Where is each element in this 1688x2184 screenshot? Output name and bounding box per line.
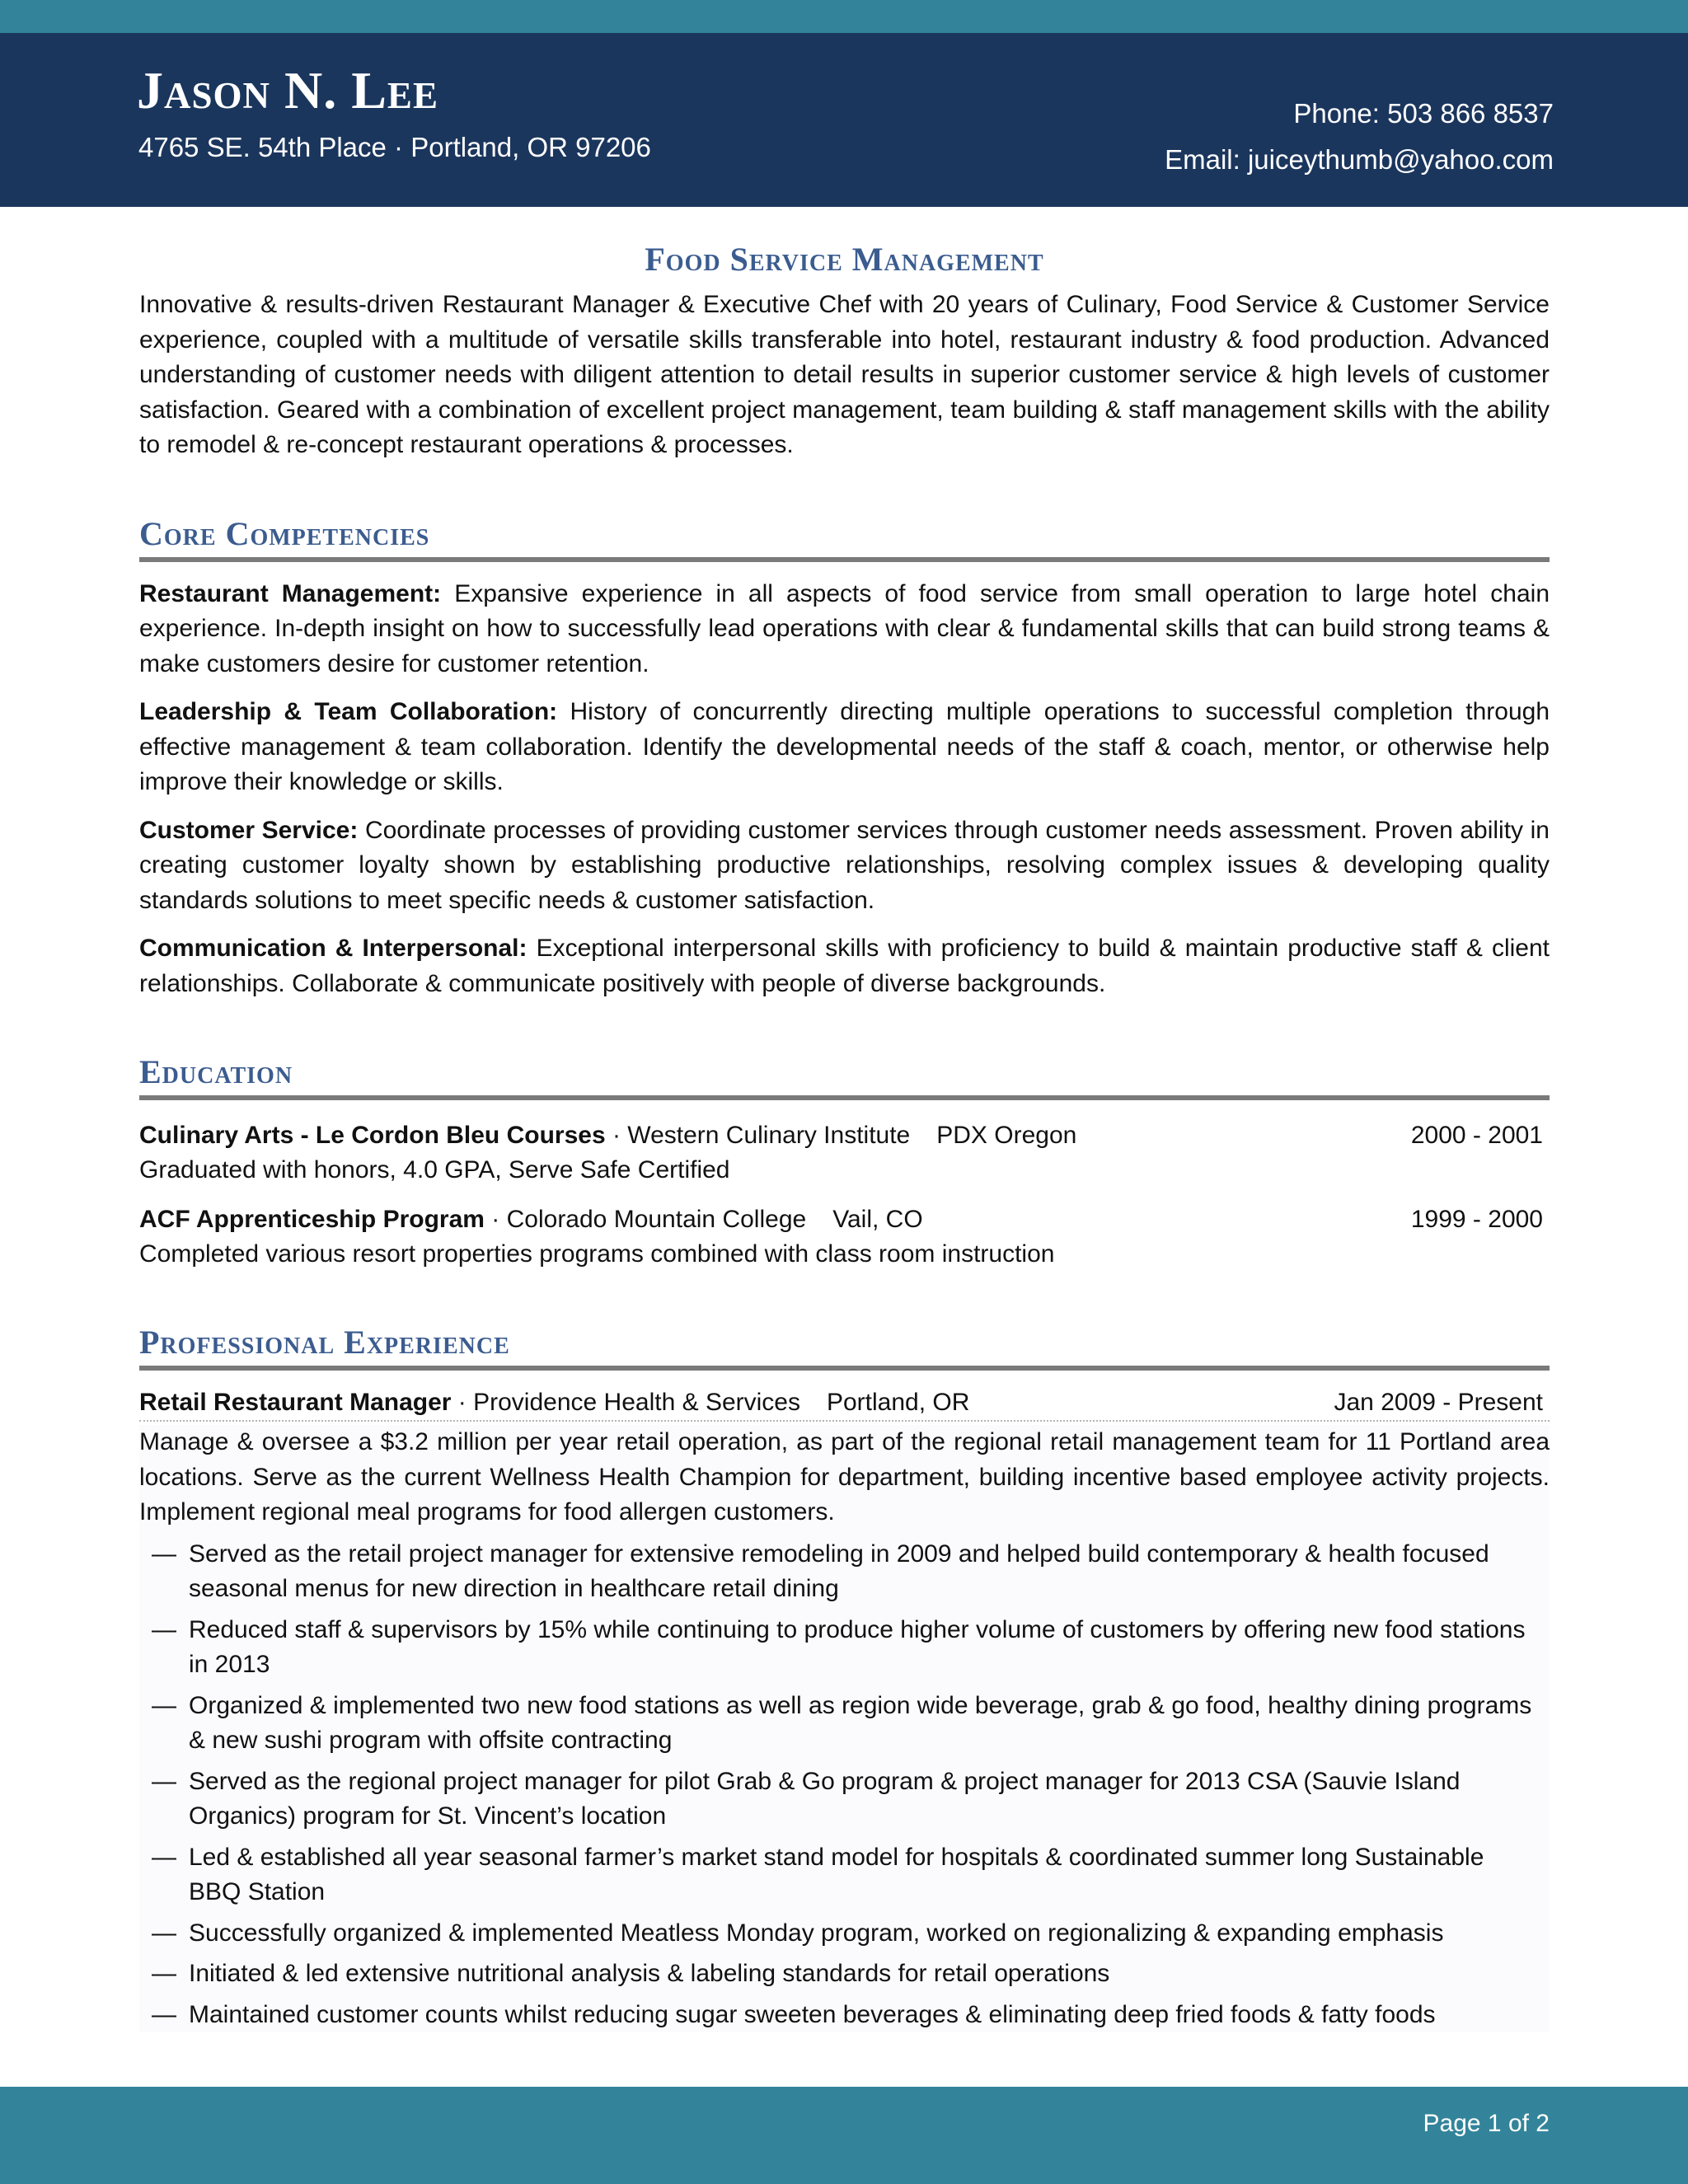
resume-header — [0, 33, 1688, 207]
competency-item — [139, 931, 1550, 1001]
competency-title: Customer Service: — [139, 816, 359, 844]
job-location: Portland, OR — [826, 1389, 970, 1416]
education-entry — [139, 1118, 1550, 1188]
list-item: — Successfully organized & implemented Meatless Monday program, worked on regionalizing & expanding emphasis — [139, 1916, 1550, 1952]
core-competencies-heading: Core Competencies — [139, 514, 1550, 562]
dash-bullet: — — [152, 1615, 176, 1643]
list-item: — Organized & implemented two new food stations as well as region wide beverage, grab & go food, healthy dining programs & new sushi program with offsite contracting — [139, 1689, 1550, 1759]
institution-name: · Western Culinary Institute — [612, 1122, 911, 1149]
resume-body — [139, 240, 1550, 2038]
footer-bar — [0, 2087, 1688, 2184]
job-role: Retail Restaurant Manager — [139, 1389, 452, 1416]
education-location: Vail, CO — [832, 1206, 923, 1233]
phone-number: Phone: 503 866 8537 — [1293, 98, 1554, 129]
program-name: Culinary Arts - Le Cordon Bleu Courses — [139, 1122, 606, 1149]
page-number: Page 1 of 2 — [1423, 2110, 1550, 2137]
competency-title: Communication & Interpersonal: — [139, 935, 528, 962]
candidate-address: 4765 SE. 54th Place · Portland, OR 97206 — [138, 132, 651, 162]
dash-bullet: — — [152, 1843, 176, 1871]
competency-item — [139, 813, 1550, 919]
contact-info — [1165, 91, 1554, 183]
education-dates: 1999 - 2000 — [1410, 1206, 1543, 1233]
top-accent-bar — [0, 0, 1688, 33]
list-item: — Served as the regional project manager for pilot Grab & Go program & project manager for 2013 CSA (Sauvie Island Organics) program for St. Vincent’s location — [139, 1765, 1550, 1835]
list-item: — Reduced staff & supervisors by 15% while continuing to produce higher volume of customers by offering new food stations in 2013 — [139, 1613, 1550, 1683]
dash-bullet: — — [152, 1540, 176, 1568]
list-item: — Initiated & led extensive nutritional analysis & labeling standards for retail operations — [139, 1957, 1550, 1992]
job-dates: Jan 2009 - Present — [1334, 1389, 1543, 1416]
competency-text: Coordinate processes of providing customer services through customer needs assessment. Proven ability in creating customer loyalty shown by establishing productive relationships, resolving complex issues & developing quality standards solutions to meet specific needs & customer satisfaction. — [139, 816, 1550, 914]
professional-summary: Innovative & results-driven Restaurant Manager & Executive Chef with 20 years of Culinary, Food Service & Customer Service experience, coupled with a multitude of versatile skills transferable into hotel, restaurant industry & food production. Advanced understanding of customer needs with diligent attention to detail results in superior customer service & high levels of customer satisfaction. Geared with a combination of excellent project management, team building & staff management skills with the ability to remodel & re-concept restaurant operations & processes. — [139, 291, 1550, 458]
competency-item — [139, 695, 1550, 800]
education-location: PDX Oregon — [936, 1122, 1077, 1149]
institution-name: · Colorado Mountain College — [491, 1206, 807, 1233]
job-achievements — [139, 1537, 1550, 2033]
job-entry — [139, 1385, 1550, 2032]
education-note: Graduated with honors, 4.0 GPA, Serve Safe Certified — [139, 1156, 730, 1183]
list-item: — Served as the retail project manager for extensive remodeling in 2009 and helped build contemporary & health focused seasonal menus for new direction in healthcare retail dining — [139, 1537, 1550, 1607]
dash-bullet: — — [152, 2000, 176, 2028]
email-address: Email: juiceythumb@yahoo.com — [1165, 144, 1554, 175]
competency-text: Exceptional interpersonal skills with proficiency to build & maintain productive staff & client relationships. Collaborate & communicate positively with people of diverse backgrounds. — [139, 935, 1550, 997]
list-item: — Led & established all year seasonal farmer’s market stand model for hospitals & coordinated summer long Sustainable BBQ Station — [139, 1840, 1550, 1910]
program-name: ACF Apprenticeship Program — [139, 1206, 485, 1233]
candidate-name: Jason N. Lee — [137, 61, 438, 120]
education-dates: 2000 - 2001 — [1410, 1122, 1543, 1149]
dash-bullet: — — [152, 1960, 176, 1987]
job-organization: · Providence Health & Services — [457, 1389, 800, 1416]
dash-bullet: — — [152, 1919, 176, 1947]
competency-text: Expansive experience in all aspects of food service from small operation to large hotel chain experience. In-depth insight on how to successfully lead operations with clear & fundamental skills that can build strong teams & make customers desire for customer retention. — [139, 579, 1550, 677]
competency-title: Leadership & Team Collaboration: — [139, 698, 558, 725]
education-heading: Education — [139, 1052, 1550, 1100]
dash-bullet: — — [152, 1691, 176, 1719]
dash-bullet: — — [152, 1767, 176, 1795]
competency-title: Restaurant Management: — [139, 579, 442, 607]
list-item: — Maintained customer counts whilst reducing sugar sweeten beverages & eliminating deep fried foods & fatty foods — [139, 1998, 1550, 2033]
resume-title: Food Service Management — [645, 241, 1044, 278]
education-note: Completed various resort properties programs combined with class room instruction — [139, 1240, 1055, 1268]
competency-item — [139, 577, 1550, 682]
education-entry — [139, 1202, 1550, 1272]
experience-heading: Professional Experience — [139, 1323, 1550, 1371]
job-summary: Manage & oversee a $3.2 million per year retail operation, as part of the regional retail management team for 11 Portland area locations. Serve as the current Wellness Health Champion for department, building incentive based employee activity projects. Implement regional meal programs for food allergen customers. — [139, 1428, 1550, 1526]
competency-text: History of concurrently directing multiple operations to successful completion through effective management & team collaboration. Identify the developmental needs of the staff & coach, mentor, or otherwise help improve their knowledge or skills. — [139, 698, 1550, 795]
